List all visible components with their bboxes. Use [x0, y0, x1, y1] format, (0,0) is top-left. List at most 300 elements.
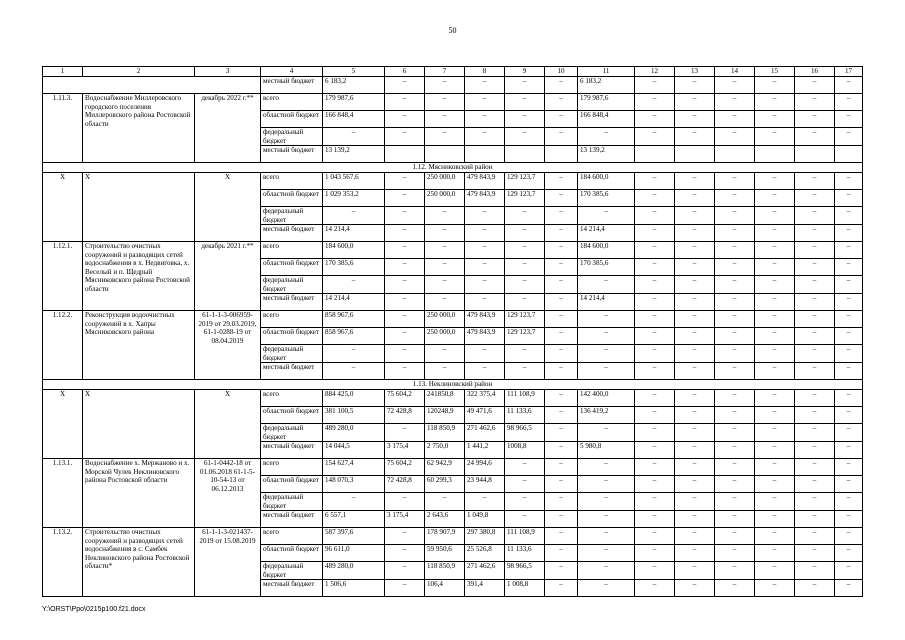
- value-cell: –: [545, 328, 578, 345]
- column-number: 12: [635, 67, 675, 77]
- budget-type-cell: всего: [261, 390, 323, 407]
- value-cell: 858 967,6: [323, 311, 385, 328]
- table-row: [43, 528, 863, 545]
- value-cell: –: [755, 111, 795, 128]
- value-cell: –: [635, 311, 675, 328]
- value-cell: –: [835, 311, 863, 328]
- value-cell: –: [675, 311, 715, 328]
- project-id-cell: 1.13.1.: [43, 459, 83, 528]
- value-cell: –: [425, 493, 465, 511]
- project-date-cell: 61-1-1-3-006959-2019 от 29.03.2019, 61-1-0288-19 от 08.04.2019: [195, 311, 261, 380]
- value-cell: –: [755, 476, 795, 493]
- value-cell: –: [505, 128, 545, 146]
- value-cell: 1008,8: [505, 442, 545, 459]
- value-cell: –: [795, 328, 835, 345]
- section-title: 1.13. Неклиновский район: [43, 380, 863, 390]
- value-cell: –: [578, 493, 635, 511]
- value-cell: 184 600,0: [578, 173, 635, 190]
- table-row: [43, 311, 863, 328]
- value-cell: –: [715, 459, 755, 476]
- value-cell: 23 944,8: [465, 476, 505, 493]
- budget-type-cell: федеральный бюджет: [261, 493, 323, 511]
- value-cell: –: [675, 363, 715, 380]
- value-cell: 1 049,8: [465, 511, 505, 528]
- value-cell: –: [715, 207, 755, 225]
- value-cell: –: [635, 242, 675, 259]
- value-cell: –: [635, 173, 675, 190]
- value-cell: –: [715, 311, 755, 328]
- value-cell: –: [675, 94, 715, 111]
- value-cell: –: [545, 225, 578, 242]
- value-cell: –: [635, 390, 675, 407]
- section-row: [43, 163, 863, 173]
- project-date-cell: декабрь 2022 г.**: [195, 94, 261, 163]
- value-cell: –: [715, 328, 755, 345]
- value-cell: –: [323, 345, 385, 363]
- value-cell: –: [675, 242, 715, 259]
- value-cell: –: [835, 459, 863, 476]
- value-cell: –: [755, 190, 795, 207]
- budget-type-cell: федеральный бюджет: [261, 424, 323, 442]
- value-cell: 297 380,8: [465, 528, 505, 545]
- value-cell: –: [578, 476, 635, 493]
- value-cell: –: [545, 407, 578, 424]
- value-cell: [635, 146, 675, 163]
- value-cell: –: [425, 225, 465, 242]
- value-cell: –: [755, 493, 795, 511]
- value-cell: –: [545, 442, 578, 459]
- value-cell: 1 506,6: [323, 580, 385, 597]
- project-date-cell: декабрь 2021 г.**: [195, 242, 261, 311]
- value-cell: 250 000,0: [425, 311, 465, 328]
- budget-type-cell: областной бюджет: [261, 407, 323, 424]
- value-cell: –: [835, 545, 863, 562]
- value-cell: –: [795, 311, 835, 328]
- value-cell: –: [385, 128, 425, 146]
- table-row: [43, 94, 863, 111]
- value-cell: –: [323, 276, 385, 294]
- value-cell: –: [545, 493, 578, 511]
- value-cell: –: [715, 94, 755, 111]
- value-cell: –: [715, 111, 755, 128]
- value-cell: –: [385, 207, 425, 225]
- value-cell: 142 400,0: [578, 390, 635, 407]
- value-cell: –: [545, 77, 578, 94]
- value-cell: –: [385, 424, 425, 442]
- value-cell: –: [835, 511, 863, 528]
- value-cell: –: [385, 562, 425, 580]
- value-cell: –: [715, 190, 755, 207]
- value-cell: –: [715, 442, 755, 459]
- column-number: 7: [425, 67, 465, 77]
- value-cell: –: [715, 294, 755, 311]
- value-cell: –: [465, 111, 505, 128]
- value-cell: 250 000,0: [425, 173, 465, 190]
- value-cell: –: [835, 476, 863, 493]
- value-cell: 3 175,4: [385, 511, 425, 528]
- value-cell: –: [465, 363, 505, 380]
- value-cell: –: [635, 128, 675, 146]
- value-cell: –: [385, 528, 425, 545]
- value-cell: –: [795, 190, 835, 207]
- value-cell: –: [795, 259, 835, 276]
- value-cell: –: [635, 190, 675, 207]
- column-number: 15: [755, 67, 795, 77]
- value-cell: –: [675, 276, 715, 294]
- value-cell: –: [755, 225, 795, 242]
- value-cell: 3 175,4: [385, 442, 425, 459]
- value-cell: [505, 146, 545, 163]
- project-date-cell: Х: [195, 390, 261, 459]
- value-cell: –: [715, 225, 755, 242]
- value-cell: –: [545, 242, 578, 259]
- value-cell: –: [795, 390, 835, 407]
- section-row: [43, 380, 863, 390]
- value-cell: –: [323, 128, 385, 146]
- value-cell: –: [835, 390, 863, 407]
- value-cell: –: [323, 493, 385, 511]
- value-cell: –: [545, 580, 578, 597]
- value-cell: –: [715, 242, 755, 259]
- value-cell: –: [675, 259, 715, 276]
- value-cell: –: [755, 528, 795, 545]
- value-cell: –: [835, 363, 863, 380]
- value-cell: –: [505, 511, 545, 528]
- value-cell: –: [755, 242, 795, 259]
- project-name-cell: Х: [83, 390, 195, 459]
- value-cell: –: [545, 528, 578, 545]
- budget-type-cell: областной бюджет: [261, 111, 323, 128]
- value-cell: –: [578, 528, 635, 545]
- value-cell: –: [385, 77, 425, 94]
- value-cell: –: [635, 363, 675, 380]
- value-cell: –: [795, 407, 835, 424]
- value-cell: –: [425, 259, 465, 276]
- value-cell: –: [715, 424, 755, 442]
- value-cell: 24 994,6: [465, 459, 505, 476]
- value-cell: –: [675, 294, 715, 311]
- value-cell: –: [635, 528, 675, 545]
- value-cell: –: [755, 77, 795, 94]
- value-cell: –: [795, 476, 835, 493]
- value-cell: –: [835, 407, 863, 424]
- value-cell: –: [385, 345, 425, 363]
- value-cell: 391,4: [465, 580, 505, 597]
- value-cell: –: [505, 77, 545, 94]
- value-cell: 14 044,5: [323, 442, 385, 459]
- value-cell: –: [545, 545, 578, 562]
- value-cell: –: [835, 528, 863, 545]
- value-cell: –: [545, 511, 578, 528]
- value-cell: –: [675, 225, 715, 242]
- value-cell: –: [675, 545, 715, 562]
- value-cell: –: [795, 276, 835, 294]
- budget-type-cell: областной бюджет: [261, 476, 323, 493]
- value-cell: –: [795, 493, 835, 511]
- value-cell: [795, 146, 835, 163]
- value-cell: –: [795, 528, 835, 545]
- value-cell: –: [675, 173, 715, 190]
- column-number: 14: [715, 67, 755, 77]
- project-date-cell: 61-1-0442-18 от 01.06.2018 61-1-5-10-54-13 от 06.12.2013: [195, 459, 261, 528]
- value-cell: –: [835, 294, 863, 311]
- value-cell: –: [795, 363, 835, 380]
- value-cell: 6 183,2: [578, 77, 635, 94]
- value-cell: –: [545, 476, 578, 493]
- value-cell: –: [425, 207, 465, 225]
- value-cell: 170 385,6: [578, 259, 635, 276]
- value-cell: –: [635, 207, 675, 225]
- value-cell: –: [635, 328, 675, 345]
- value-cell: –: [545, 190, 578, 207]
- value-cell: 111 108,9: [505, 528, 545, 545]
- value-cell: –: [835, 259, 863, 276]
- value-cell: –: [755, 459, 795, 476]
- value-cell: –: [385, 242, 425, 259]
- value-cell: –: [635, 259, 675, 276]
- value-cell: –: [835, 77, 863, 94]
- value-cell: –: [385, 328, 425, 345]
- value-cell: –: [835, 442, 863, 459]
- table-row: [43, 242, 863, 259]
- value-cell: –: [755, 207, 795, 225]
- value-cell: 1 008,8: [505, 580, 545, 597]
- project-date-cell: Х: [195, 173, 261, 242]
- value-cell: –: [675, 493, 715, 511]
- value-cell: –: [675, 459, 715, 476]
- value-cell: –: [715, 407, 755, 424]
- value-cell: –: [505, 207, 545, 225]
- value-cell: –: [795, 580, 835, 597]
- column-number: 5: [323, 67, 385, 77]
- budget-type-cell: всего: [261, 459, 323, 476]
- value-cell: –: [715, 528, 755, 545]
- column-number: 13: [675, 67, 715, 77]
- page-number: 50: [448, 26, 457, 35]
- value-cell: 59 950,6: [425, 545, 465, 562]
- value-cell: –: [578, 345, 635, 363]
- value-cell: 479 843,9: [465, 311, 505, 328]
- value-cell: –: [635, 407, 675, 424]
- value-cell: –: [675, 528, 715, 545]
- value-cell: –: [795, 459, 835, 476]
- value-cell: –: [835, 424, 863, 442]
- value-cell: –: [635, 459, 675, 476]
- value-cell: –: [465, 345, 505, 363]
- value-cell: 489 280,0: [323, 424, 385, 442]
- value-cell: –: [675, 77, 715, 94]
- value-cell: [715, 146, 755, 163]
- value-cell: 166 848,4: [323, 111, 385, 128]
- value-cell: –: [675, 207, 715, 225]
- value-cell: –: [578, 580, 635, 597]
- value-cell: –: [545, 259, 578, 276]
- column-number: 17: [835, 67, 863, 77]
- value-cell: 11 133,6: [505, 545, 545, 562]
- value-cell: –: [385, 111, 425, 128]
- value-cell: –: [715, 363, 755, 380]
- value-cell: 271 462,6: [465, 562, 505, 580]
- value-cell: –: [755, 173, 795, 190]
- value-cell: –: [465, 276, 505, 294]
- value-cell: –: [578, 363, 635, 380]
- value-cell: –: [545, 459, 578, 476]
- value-cell: –: [635, 424, 675, 442]
- budget-type-cell: местный бюджет: [261, 294, 323, 311]
- value-cell: –: [835, 94, 863, 111]
- value-cell: –: [425, 363, 465, 380]
- value-cell: –: [635, 94, 675, 111]
- budget-type-cell: всего: [261, 528, 323, 545]
- project-name-cell: Строительство очистных сооружений и разводящих сетей водоснабжения в с. Самбек Неклиновского района Ростовской области*: [83, 528, 195, 597]
- value-cell: 170 385,6: [578, 190, 635, 207]
- value-cell: –: [385, 173, 425, 190]
- value-cell: 72 428,8: [385, 476, 425, 493]
- value-cell: –: [635, 442, 675, 459]
- value-cell: –: [755, 363, 795, 380]
- value-cell: –: [795, 128, 835, 146]
- value-cell: 2 643,6: [425, 511, 465, 528]
- budget-type-cell: федеральный бюджет: [261, 128, 323, 146]
- value-cell: 322 375,4: [465, 390, 505, 407]
- column-number: 8: [465, 67, 505, 77]
- value-cell: –: [715, 511, 755, 528]
- value-cell: 179 987,6: [578, 94, 635, 111]
- value-cell: –: [715, 580, 755, 597]
- project-date-cell: 61-1-1-3-021437-2019 от 15.08.2019: [195, 528, 261, 597]
- value-cell: 1 441,2: [465, 442, 505, 459]
- value-cell: 479 843,9: [465, 173, 505, 190]
- value-cell: –: [465, 294, 505, 311]
- value-cell: 148 070,3: [323, 476, 385, 493]
- value-cell: –: [425, 345, 465, 363]
- value-cell: –: [715, 128, 755, 146]
- value-cell: –: [795, 511, 835, 528]
- value-cell: 62 942,9: [425, 459, 465, 476]
- value-cell: 6 557,1: [323, 511, 385, 528]
- budget-type-cell: местный бюджет: [261, 580, 323, 597]
- budget-type-cell: местный бюджет: [261, 225, 323, 242]
- value-cell: –: [795, 111, 835, 128]
- column-number: 16: [795, 67, 835, 77]
- value-cell: –: [795, 173, 835, 190]
- value-cell: –: [545, 173, 578, 190]
- file-path-footer: Y:\ORST\Ppo\0215p100.f21.docx: [42, 606, 146, 613]
- value-cell: [385, 146, 425, 163]
- column-number: 6: [385, 67, 425, 77]
- value-cell: [545, 146, 578, 163]
- budget-type-cell: федеральный бюджет: [261, 276, 323, 294]
- value-cell: –: [835, 562, 863, 580]
- value-cell: –: [715, 173, 755, 190]
- value-cell: –: [795, 94, 835, 111]
- value-cell: –: [578, 545, 635, 562]
- value-cell: –: [675, 111, 715, 128]
- column-number: 10: [545, 67, 578, 77]
- value-cell: –: [835, 242, 863, 259]
- value-cell: 1 043 567,6: [323, 173, 385, 190]
- budget-type-cell: федеральный бюджет: [261, 207, 323, 225]
- value-cell: 72 428,8: [385, 407, 425, 424]
- value-cell: 166 848,4: [578, 111, 635, 128]
- value-cell: –: [755, 580, 795, 597]
- value-cell: –: [465, 225, 505, 242]
- section-title: 1.12. Мясниковский район: [43, 163, 863, 173]
- value-cell: –: [635, 493, 675, 511]
- value-cell: –: [545, 94, 578, 111]
- value-cell: –: [578, 562, 635, 580]
- value-cell: 98 966,5: [505, 424, 545, 442]
- project-id-cell: 1.11.3.: [43, 94, 83, 163]
- value-cell: [755, 146, 795, 163]
- value-cell: 14 214,4: [323, 225, 385, 242]
- project-id-cell: 1.12.2.: [43, 311, 83, 380]
- value-cell: –: [578, 459, 635, 476]
- value-cell: –: [505, 259, 545, 276]
- value-cell: –: [578, 511, 635, 528]
- table-row: [43, 173, 863, 190]
- value-cell: –: [635, 545, 675, 562]
- value-cell: –: [795, 442, 835, 459]
- value-cell: –: [635, 276, 675, 294]
- value-cell: 129 123,7: [505, 311, 545, 328]
- value-cell: –: [505, 476, 545, 493]
- value-cell: [425, 146, 465, 163]
- value-cell: –: [835, 580, 863, 597]
- value-cell: –: [385, 311, 425, 328]
- value-cell: –: [675, 345, 715, 363]
- value-cell: –: [545, 562, 578, 580]
- value-cell: 13 139,2: [578, 146, 635, 163]
- value-cell: –: [675, 128, 715, 146]
- value-cell: –: [635, 580, 675, 597]
- value-cell: –: [545, 390, 578, 407]
- value-cell: –: [755, 259, 795, 276]
- value-cell: –: [505, 345, 545, 363]
- project-name-cell: Х: [83, 173, 195, 242]
- value-cell: –: [835, 207, 863, 225]
- value-cell: –: [465, 128, 505, 146]
- budget-table: [42, 66, 863, 597]
- value-cell: –: [465, 259, 505, 276]
- value-cell: –: [635, 345, 675, 363]
- value-cell: 858 967,6: [323, 328, 385, 345]
- value-cell: –: [578, 276, 635, 294]
- value-cell: –: [385, 580, 425, 597]
- value-cell: 120248,9: [425, 407, 465, 424]
- value-cell: –: [835, 190, 863, 207]
- value-cell: 14 214,4: [578, 294, 635, 311]
- value-cell: –: [465, 242, 505, 259]
- value-cell: –: [835, 345, 863, 363]
- value-cell: –: [795, 294, 835, 311]
- value-cell: 479 843,9: [465, 328, 505, 345]
- value-cell: –: [385, 225, 425, 242]
- project-name-cell: Строительство очистных сооружений и разводящих сетей водоснабжения в х. Недвиговка, х. Веселый и п. Щедрый Мясниковского района Ростовской области: [83, 242, 195, 311]
- value-cell: –: [545, 345, 578, 363]
- value-cell: –: [755, 442, 795, 459]
- table-row: [43, 459, 863, 476]
- budget-type-cell: местный бюджет: [261, 442, 323, 459]
- value-cell: –: [755, 545, 795, 562]
- value-cell: –: [675, 442, 715, 459]
- value-cell: –: [425, 94, 465, 111]
- value-cell: 154 627,4: [323, 459, 385, 476]
- value-cell: –: [505, 111, 545, 128]
- value-cell: –: [755, 511, 795, 528]
- value-cell: 884 425,0: [323, 390, 385, 407]
- value-cell: –: [755, 424, 795, 442]
